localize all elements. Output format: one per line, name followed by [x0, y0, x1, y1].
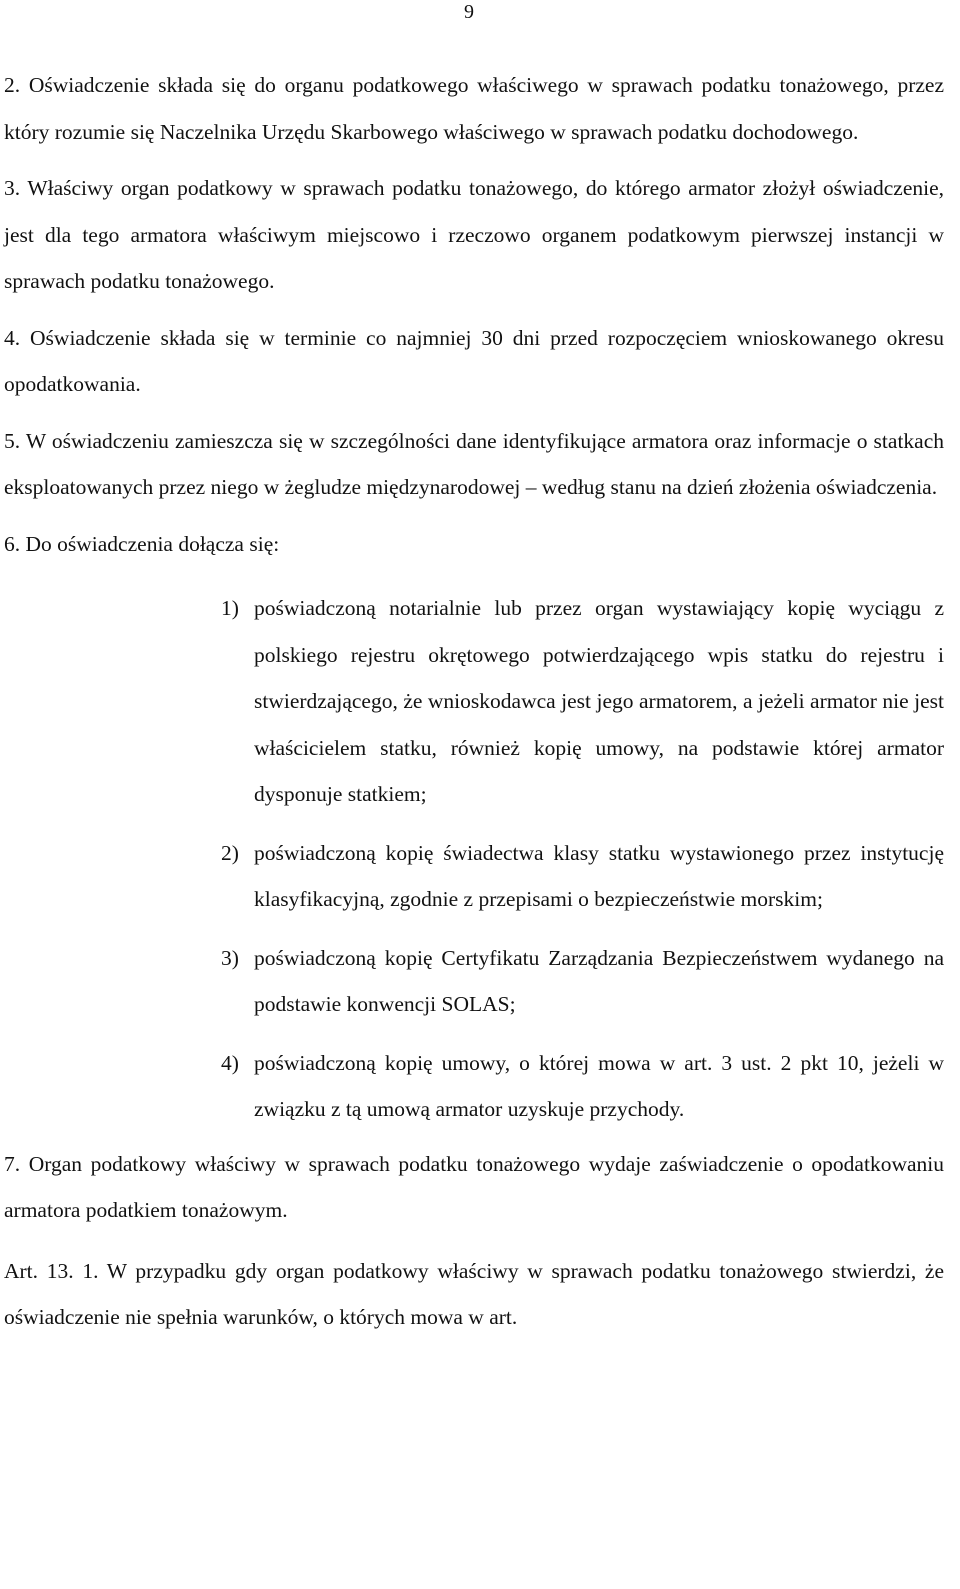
paragraph-7: 7. Organ podatkowy właściwy w sprawach podatku tonażowego wydaje zaświadczenie o opodatkowaniu armatora podatkiem tonażowym. — [4, 1151, 944, 1222]
paragraph-6: 6. Do oświadczenia dołącza się: — [4, 531, 280, 556]
list-item-text: poświadczoną kopię świadectwa klasy statku wystawionego przez instytucję klasyfikacyjną, zgodnie z przepisami o bezpieczeństwie morskim; — [254, 840, 944, 911]
list-item-number: 3) — [221, 945, 239, 970]
paragraph-2: 2. Oświadczenie składa się do organu podatkowego właściwego w sprawach podatku tonażowego, przez który rozumie się Naczelnika Urzędu Skarbowego właściwego w sprawach podatku dochodowego. — [4, 73, 944, 144]
page-number: 9 — [464, 1, 474, 23]
paragraph-3: 3. Właściwy organ podatkowy w sprawach podatku tonażowego, do którego armator złożył oświadczenie, jest dla tego armatora właściwym miejscowo i rzeczowo organem podatkowym pierwszej instancji w sprawach podatku tonażowego. — [4, 176, 944, 293]
document-body — [4, 62, 944, 1341]
list-item-2 — [4, 830, 944, 923]
list-item-text: poświadczoną notarialnie lub przez organ wystawiający kopię wyciągu z polskiego rejestru okrętowego potwierdzającego wpis statku do rejestru i stwierdzającego, że wnioskodawca jest jego armatorem, a jeżeli armator nie jest właścicielem statku, również kopię umowy, na podstawie której armator dysponuje statkiem; — [254, 596, 944, 806]
paragraph-4: 4. Oświadczenie składa się w terminie co najmniej 30 dni przed rozpoczęciem wnioskowanego okresu opodatkowania. — [4, 325, 944, 396]
paragraph-5: 5. W oświadczeniu zamieszcza się w szczególności dane identyfikujące armatora oraz informacje o statkach eksploatowanych przez niego w żegludze międzynarodowej – według stanu na dzień złożenia oświadczenia. — [4, 428, 944, 499]
list-item-number: 4) — [221, 1050, 239, 1075]
list-item-text: poświadczoną kopię umowy, o której mowa w art. 3 ust. 2 pkt 10, jeżeli w związku z tą umową armator uzyskuje przychody. — [254, 1050, 944, 1121]
article-13-paragraph: Art. 13. 1. W przypadku gdy organ podatkowy właściwy w sprawach podatku tonażowego stwierdzi, że oświadczenie nie spełnia warunków, o których mowa w art. — [4, 1258, 944, 1329]
list-item-text: poświadczoną kopię Certyfikatu Zarządzania Bezpieczeństwem wydanego na podstawie konwencji SOLAS; — [254, 945, 944, 1016]
list-item-3 — [4, 935, 944, 1028]
list-item-number: 2) — [221, 840, 239, 865]
list-item-1 — [4, 585, 944, 818]
list-item-number: 1) — [221, 596, 239, 620]
list-item-4 — [4, 1040, 944, 1133]
